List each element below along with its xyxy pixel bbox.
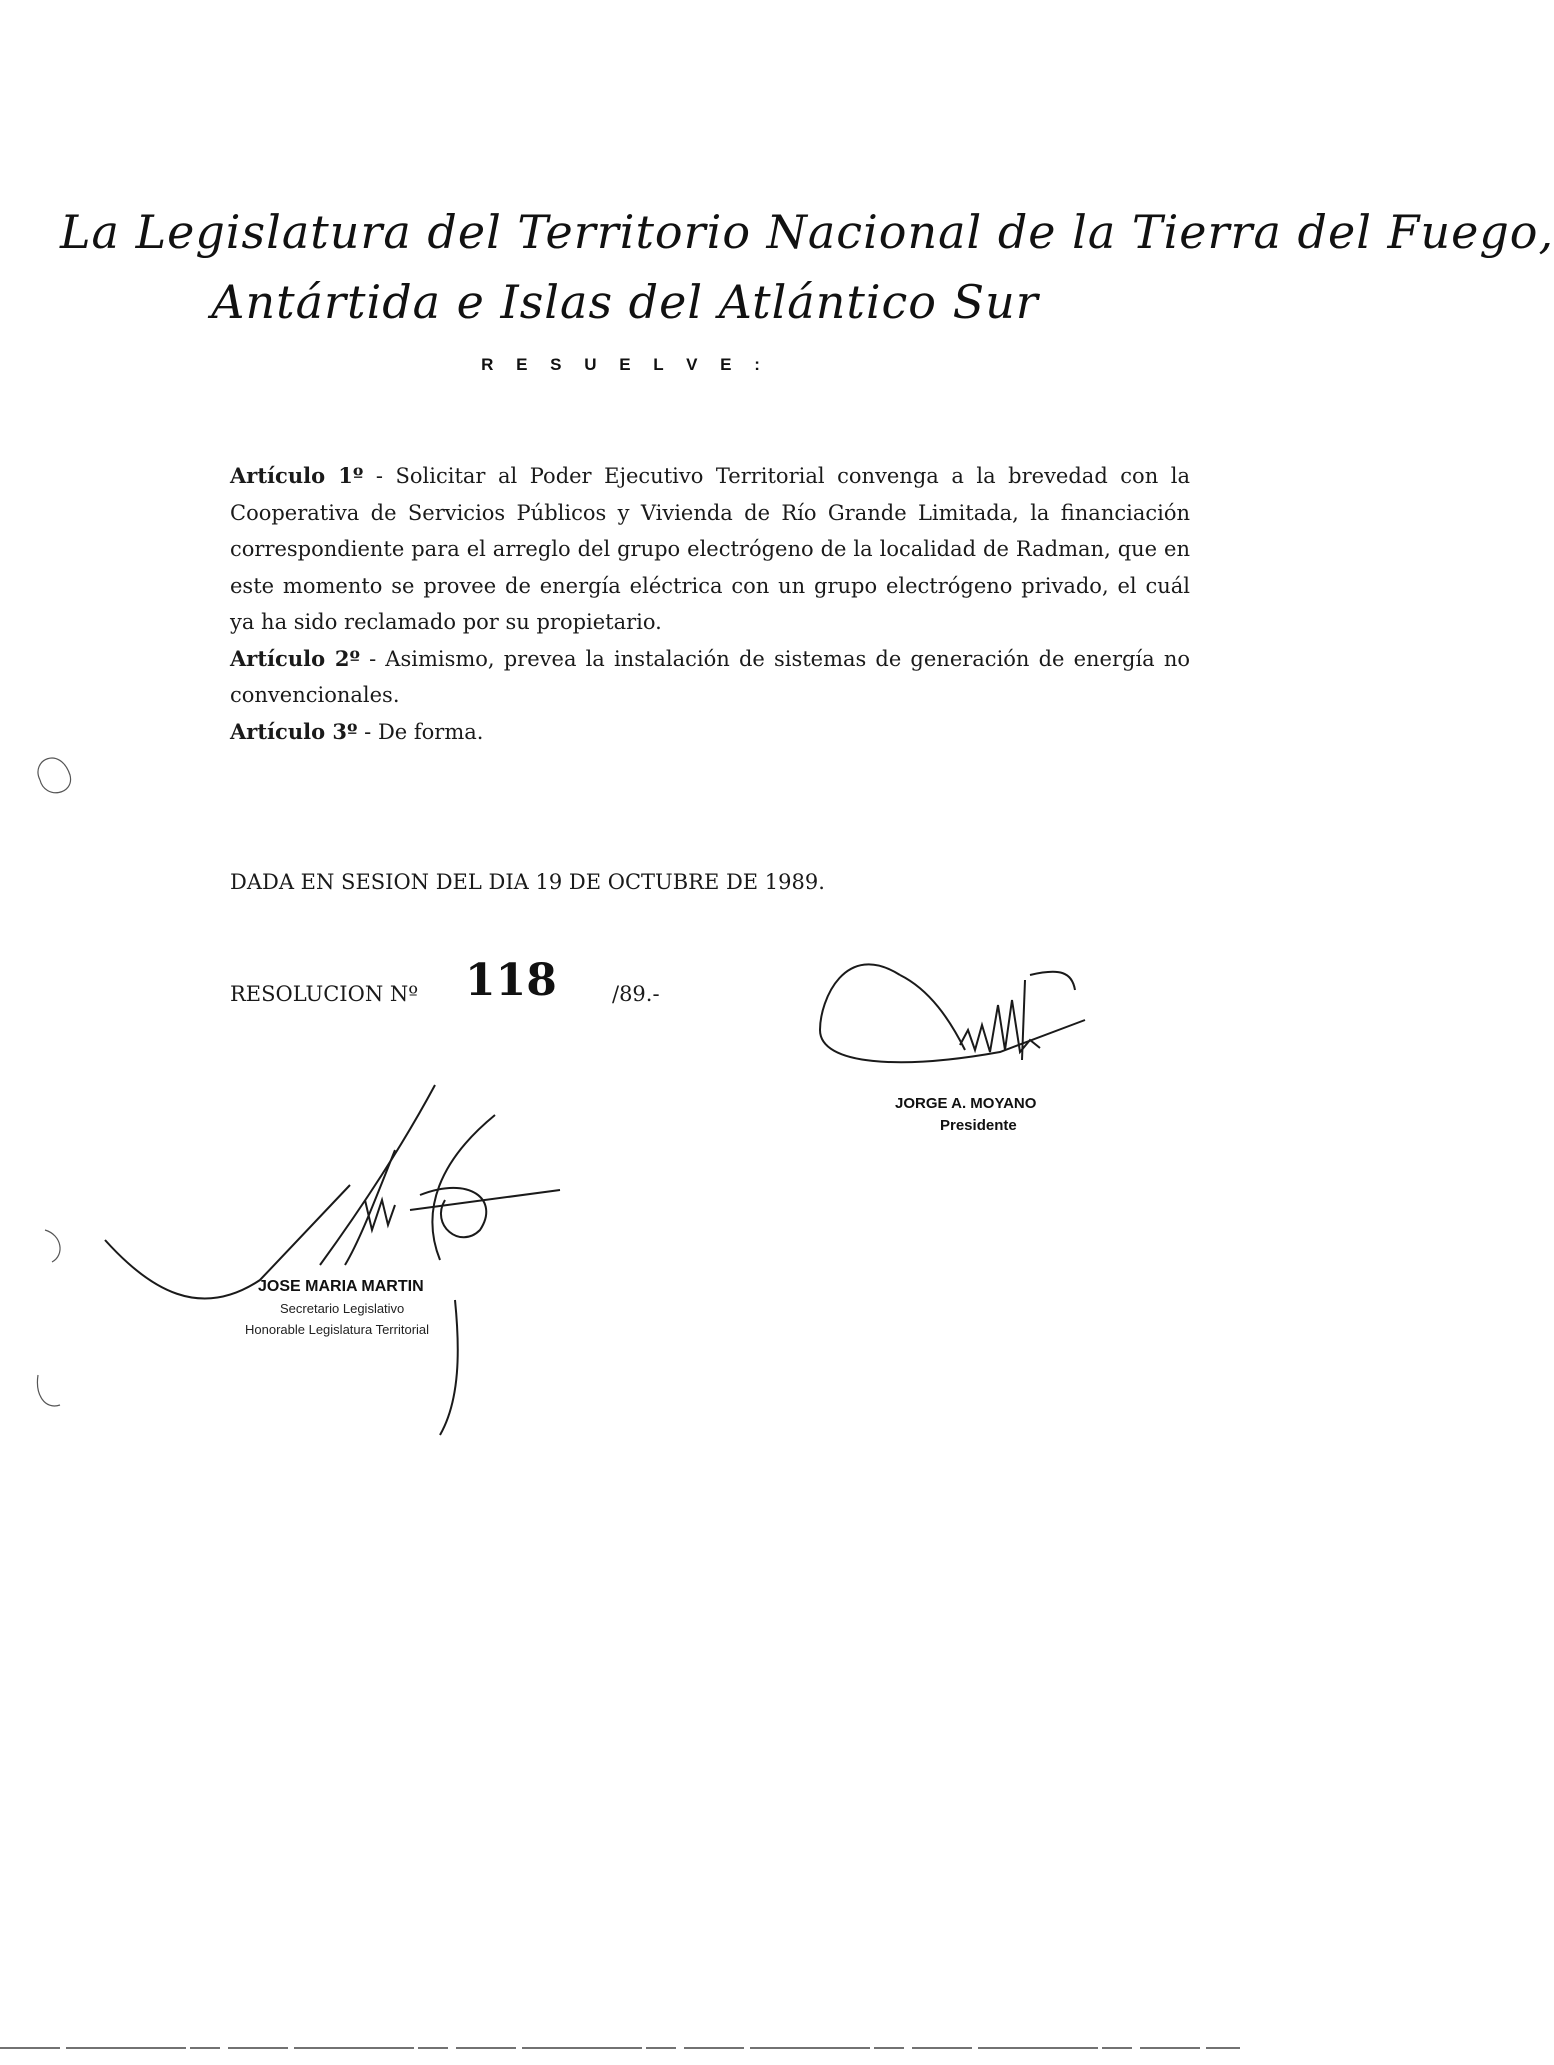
secretary-name: JOSE MARIA MARTIN: [258, 1278, 424, 1295]
president-role: Presidente: [940, 1117, 1017, 1134]
secretary-role: Secretario Legislativo: [280, 1301, 405, 1316]
article-1-text: - Solicitar al Poder Ejecutivo Territorial convenga a la brevedad con la Cooperativa de Servicios Públicos y Vivienda de Río Grande Limitada, la financiación correspondiente para el arreglo del grupo electrógeno de la localidad de Radman, que en este momento se provee de energía eléctrica con un grupo electrógeno privado, el cuál ya ha sido reclamado por su propietario.: [230, 464, 1190, 634]
article-3-text: - De forma.: [357, 719, 484, 744]
resolution-year: /89.-: [612, 982, 660, 1006]
resolution-label: RESOLUCION Nº: [230, 982, 419, 1006]
session-date: DADA EN SESION DEL DIA 19 DE OCTUBRE DE 1989.: [230, 870, 825, 894]
header-line-2: Antártida e Islas del Atlántico Sur: [211, 275, 1039, 329]
president-signature: [820, 964, 1085, 1062]
resuelve-heading: R E S U E L V E :: [481, 355, 769, 374]
article-2-text: - Asimismo, prevea la instalación de sistemas de generación de energía no convencionales.: [230, 646, 1190, 707]
margin-marks: [37, 758, 70, 1406]
article-2-label: Artículo 2º: [230, 645, 360, 671]
resolution-number: 118: [465, 955, 557, 1006]
header-line-1: La Legislatura del Territorio Nacional de la Tierra del Fuego,: [60, 205, 1554, 259]
article-1-label: Artículo 1º: [230, 463, 364, 488]
secretary-signature: [105, 1085, 560, 1435]
article-3-label: Artículo 3º: [230, 718, 358, 744]
president-name: JORGE A. MOYANO: [895, 1095, 1037, 1112]
secretary-organization: Honorable Legislatura Territorial: [245, 1322, 430, 1337]
